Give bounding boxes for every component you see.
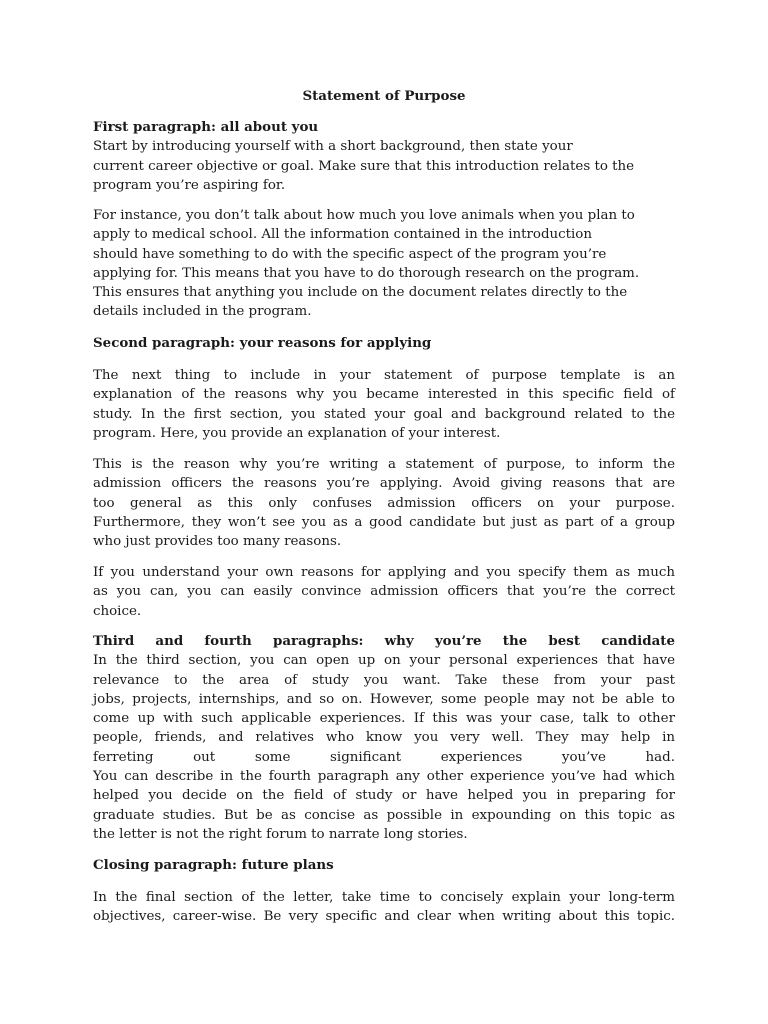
text-line: too general as this only confuses admission officers on your purpose. bbox=[93, 495, 675, 511]
section-first-paragraph bbox=[93, 118, 675, 195]
text-line: The next thing to include in your statement of purpose template is an bbox=[93, 368, 675, 383]
section-heading: Third and fourth paragraphs: why you’re the best candidate bbox=[93, 633, 675, 649]
text-line: study. In the first section, you stated your goal and background related to the bbox=[93, 406, 675, 422]
section-closing-paragraph bbox=[93, 856, 675, 875]
text-line: Start by introducing yourself with a short background, then state your bbox=[93, 139, 573, 155]
section-heading: First paragraph: all about you bbox=[93, 119, 319, 135]
text-line: program. Here, you provide an explanation of your interest. bbox=[93, 425, 501, 441]
text-line: In the third section, you can open up on your personal experiences that have bbox=[93, 653, 675, 669]
text-line: current career objective or goal. Make sure that this introduction relates to the bbox=[93, 158, 635, 174]
paragraph bbox=[93, 366, 675, 443]
section-heading: Second paragraph: your reasons for applying bbox=[93, 335, 432, 351]
text-line: admission officers the reasons you’re applying. Avoid giving reasons that are bbox=[93, 476, 675, 492]
section-third-fourth-paragraphs bbox=[93, 632, 675, 844]
text-line: program you’re aspiring for. bbox=[93, 177, 286, 193]
text-line: You can describe in the fourth paragraph any other experience you’ve had which bbox=[93, 769, 675, 785]
text-line: If you understand your own reasons for applying and you specify them as much bbox=[93, 565, 675, 580]
text-line: Furthermore, they won’t see you as a good candidate but just as part of a group bbox=[93, 514, 675, 530]
paragraph bbox=[93, 455, 675, 551]
text-line: ferreting out some significant experiences you’ve had. bbox=[93, 749, 675, 765]
text-line: jobs, projects, internships, and so on. However, some people may not be able to bbox=[93, 691, 675, 707]
text-line: This is the reason why you’re writing a statement of purpose, to inform the bbox=[93, 457, 675, 472]
text-line: details included in the program. bbox=[93, 304, 312, 320]
paragraph bbox=[93, 206, 675, 322]
text-line: objectives, career-wise. Be very specific and clear when writing about this topic. bbox=[93, 909, 675, 925]
text-line: people, friends, and relatives who know you very well. They may help in bbox=[93, 730, 675, 746]
text-line: who just provides too many reasons. bbox=[93, 534, 342, 550]
text-line: applying for. This means that you have to do thorough research on the program. bbox=[93, 265, 640, 281]
paragraph bbox=[93, 563, 675, 621]
text-line: For instance, you don’t talk about how much you love animals when you plan to bbox=[93, 208, 635, 223]
section-second-paragraph bbox=[93, 334, 675, 353]
text-line: explanation of the reasons why you became interested in this specific field of bbox=[93, 387, 675, 403]
text-line: helped you decide on the field of study or have helped you in preparing for bbox=[93, 788, 675, 804]
document-title: Statement of Purpose bbox=[302, 88, 466, 104]
text-line: the letter is not the right forum to narrate long stories. bbox=[93, 826, 468, 842]
text-line: relevance to the area of study you want. Take these from your past bbox=[93, 672, 675, 688]
text-line: should have something to do with the specific aspect of the program you’re bbox=[93, 246, 607, 262]
text-line: come up with such applicable experiences. If this was your case, talk to other bbox=[93, 711, 675, 727]
paragraph bbox=[93, 888, 675, 927]
text-line: apply to medical school. All the information contained in the introduction bbox=[93, 227, 592, 243]
text-line: This ensures that anything you include on the document relates directly to the bbox=[93, 285, 628, 301]
text-line: choice. bbox=[93, 603, 142, 619]
paragraph bbox=[93, 137, 675, 195]
text-line: as you can, you can easily convince admission officers that you’re the correct bbox=[93, 584, 675, 600]
section-heading: Closing paragraph: future plans bbox=[93, 857, 334, 873]
text-line: In the final section of the letter, take time to concisely explain your long-term bbox=[93, 890, 675, 905]
text-line: graduate studies. But be as concise as possible in expounding on this topic as bbox=[93, 807, 675, 823]
